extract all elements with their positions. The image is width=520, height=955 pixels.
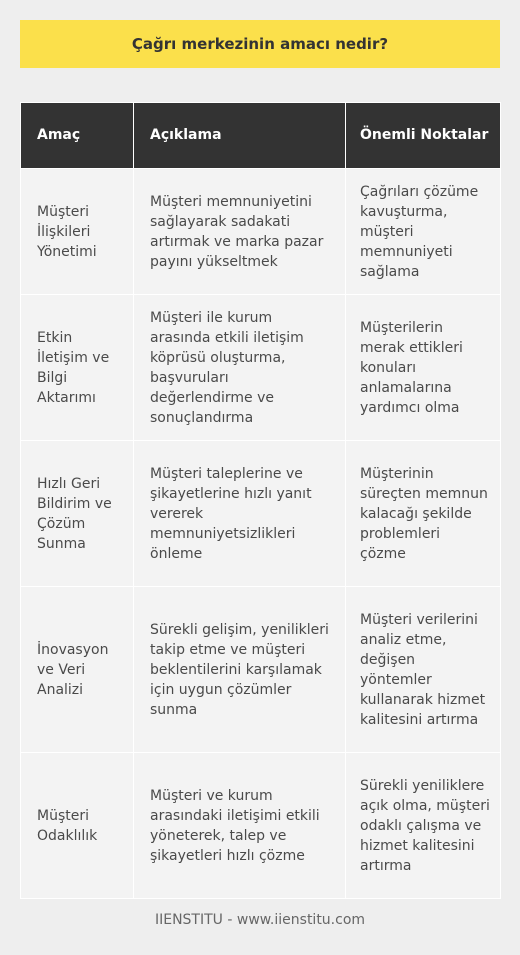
cell-amac: Etkin İletişim ve Bilgi Aktarımı: [21, 295, 134, 441]
cell-aciklama: Müşteri ile kurum arasında etkili iletişim köprüsü oluşturma, başvuruları değerlendirme ve sonuçlandırma: [134, 295, 346, 441]
cell-aciklama: Sürekli gelişim, yenilikleri takip etme ve müşteri beklentilerini karşılamak için uygun çözümler sunma: [134, 587, 346, 753]
page-title: Çağrı merkezinin amacı nedir?: [131, 35, 389, 53]
cell-onemli-noktalar: Müşteri verilerini analiz etme, değişen yöntemler kullanarak hizmet kalitesini artırma: [346, 587, 501, 753]
cell-onemli-noktalar: Müşterinin süreçten memnun kalacağı şekilde problemleri çözme: [346, 441, 501, 587]
table-row: [21, 587, 501, 753]
purpose-table: [20, 102, 501, 899]
table-row: [21, 753, 501, 899]
cell-onemli-noktalar: Çağrıları çözüme kavuşturma, müşteri memnuniyeti sağlama: [346, 169, 501, 295]
table-row: [21, 169, 501, 295]
column-header-amac: Amaç: [21, 103, 134, 169]
cell-aciklama: Müşteri memnuniyetini sağlayarak sadakati artırmak ve marka pazar payını yükseltmek: [134, 169, 346, 295]
cell-amac: Müşteri Odaklılık: [21, 753, 134, 899]
cell-onemli-noktalar: Müşterilerin merak ettikleri konuları anlamalarına yardımcı olma: [346, 295, 501, 441]
cell-aciklama: Müşteri ve kurum arasındaki iletişimi etkili yöneterek, talep ve şikayetleri hızlı çözme: [134, 753, 346, 899]
cell-aciklama: Müşteri taleplerine ve şikayetlerine hızlı yanıt vererek memnuniyetsizlikleri önleme: [134, 441, 346, 587]
cell-amac: Müşteri İlişkileri Yönetimi: [21, 169, 134, 295]
cell-onemli-noktalar: Sürekli yeniliklere açık olma, müşteri odaklı çalışma ve hizmet kalitesini artırma: [346, 753, 501, 899]
cell-amac: Hızlı Geri Bildirim ve Çözüm Sunma: [21, 441, 134, 587]
title-banner: [20, 20, 500, 68]
table-row: [21, 295, 501, 441]
column-header-onemli-noktalar: Önemli Noktalar: [346, 103, 501, 169]
cell-amac: İnovasyon ve Veri Analizi: [21, 587, 134, 753]
table-row: [21, 441, 501, 587]
table-header-row: [21, 103, 501, 169]
column-header-aciklama: Açıklama: [134, 103, 346, 169]
footer-credit: IIENSTITU - www.iienstitu.com: [154, 912, 366, 928]
